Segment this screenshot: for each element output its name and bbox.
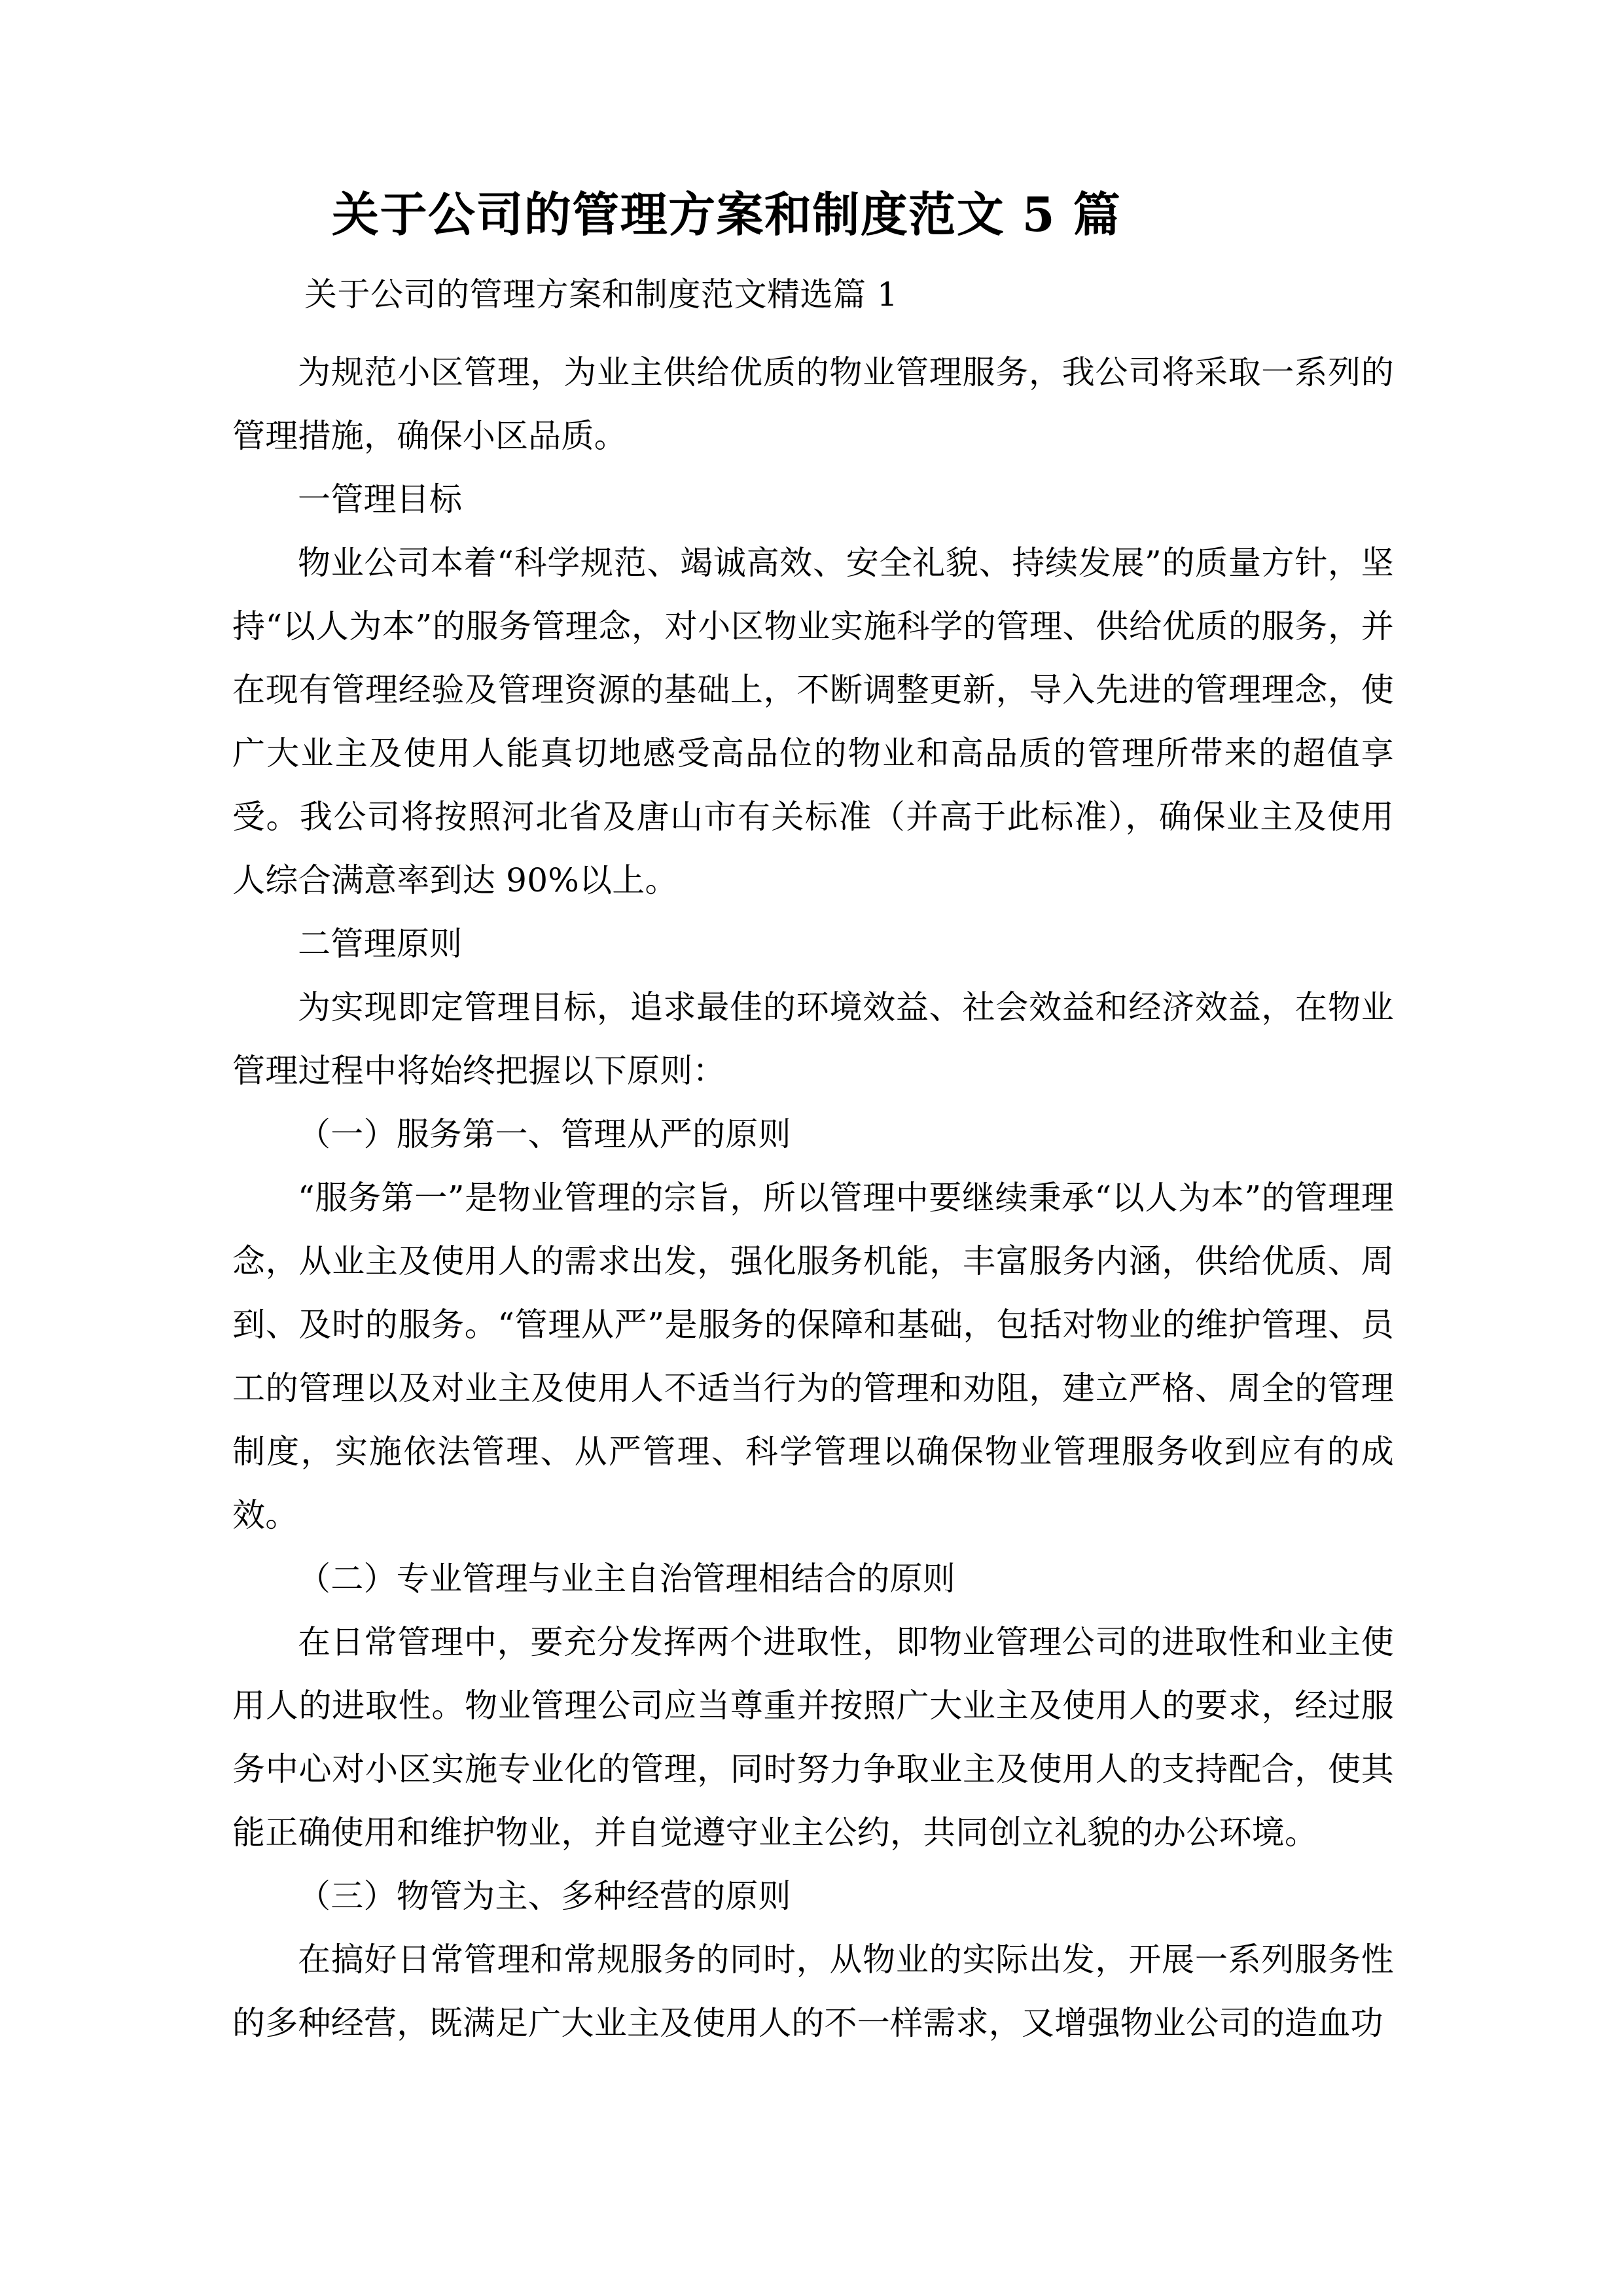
section-heading-principle-three: （三）物管为主、多种经营的原则 (298, 1876, 791, 1915)
section-heading-management-principles: 二管理原则 (298, 924, 463, 963)
paragraph-management-goal: 物业公司本着“科学规范、竭诚高效、安全礼貌、持续发展”的质量方针，坚持“以人为本”的服务管理念，对小区物业实施科学的管理、供给优质的服务，并在现有管理经验及管理资源的基础上，不断调整更新，导入先进的管理理念，使广大业主及使用人能真切地感受高品位的物业和高品质的管理所带来的超值享受。我公司将按照河北省及唐山市有关标准（并高于此标准），确保业主及使用人综合满意率到达 90%以上。 (232, 543, 1394, 899)
paragraph-intro: 为规范小区管理，为业主供给优质的物业管理服务，我公司将采取一系列的管理措施，确保小区品质。 (232, 353, 1394, 455)
section-heading-principle-two: （二）专业管理与业主自治管理相结合的原则 (298, 1559, 955, 1598)
title-body-spacer (232, 311, 1394, 341)
paragraph-principle-three: 在搞好日常管理和常规服务的同时，从物业的实际出发，开展一系列服务性的多种经营，既满足广大业主及使用人的不一样需求，又增强物业公司的造血功 (232, 1940, 1394, 2042)
section-heading-management-goal: 一管理目标 (298, 480, 463, 518)
paragraph-principle-one: “服务第一”是物业管理的宗旨，所以管理中要继续秉承“以人为本”的管理理念，从业主及使用人的需求出发，强化服务机能，丰富服务内涵，供给优质、周到、及时的服务。“管理从严”是服务的保障和基础，包括对物业的维护管理、员工的管理以及对业主及使用人不适当行为的管理和劝阻，建立严格、周全的管理制度，实施依法管理、从严管理、科学管理以确保物业管理服务收到应有的成效。 (232, 1178, 1394, 1534)
paragraph-principle-two: 在日常管理中，要充分发挥两个进取性，即物业管理公司的进取性和业主使用人的进取性。物业管理公司应当尊重并按照广大业主及使用人的要求，经过服务中心对小区实施专业化的管理，同时努力争取业主及使用人的支持配合，使其能正确使用和维护物业，并自觉遵守业主公约，共同创立礼貌的办公环境。 (232, 1623, 1394, 1852)
paragraph-management-principles: 为实现即定管理目标，追求最佳的环境效益、社会效益和经济效益，在物业管理过程中将始终把握以下原则： (232, 988, 1394, 1090)
document-subtitle: 关于公司的管理方案和制度范文精选篇 1 (304, 275, 899, 314)
document-content (232, 0, 1394, 2055)
page-title: 关于公司的管理方案和制度范文 5 篇 (332, 187, 1122, 242)
section-heading-principle-one: （一）服务第一、管理从严的原则 (298, 1115, 791, 1153)
